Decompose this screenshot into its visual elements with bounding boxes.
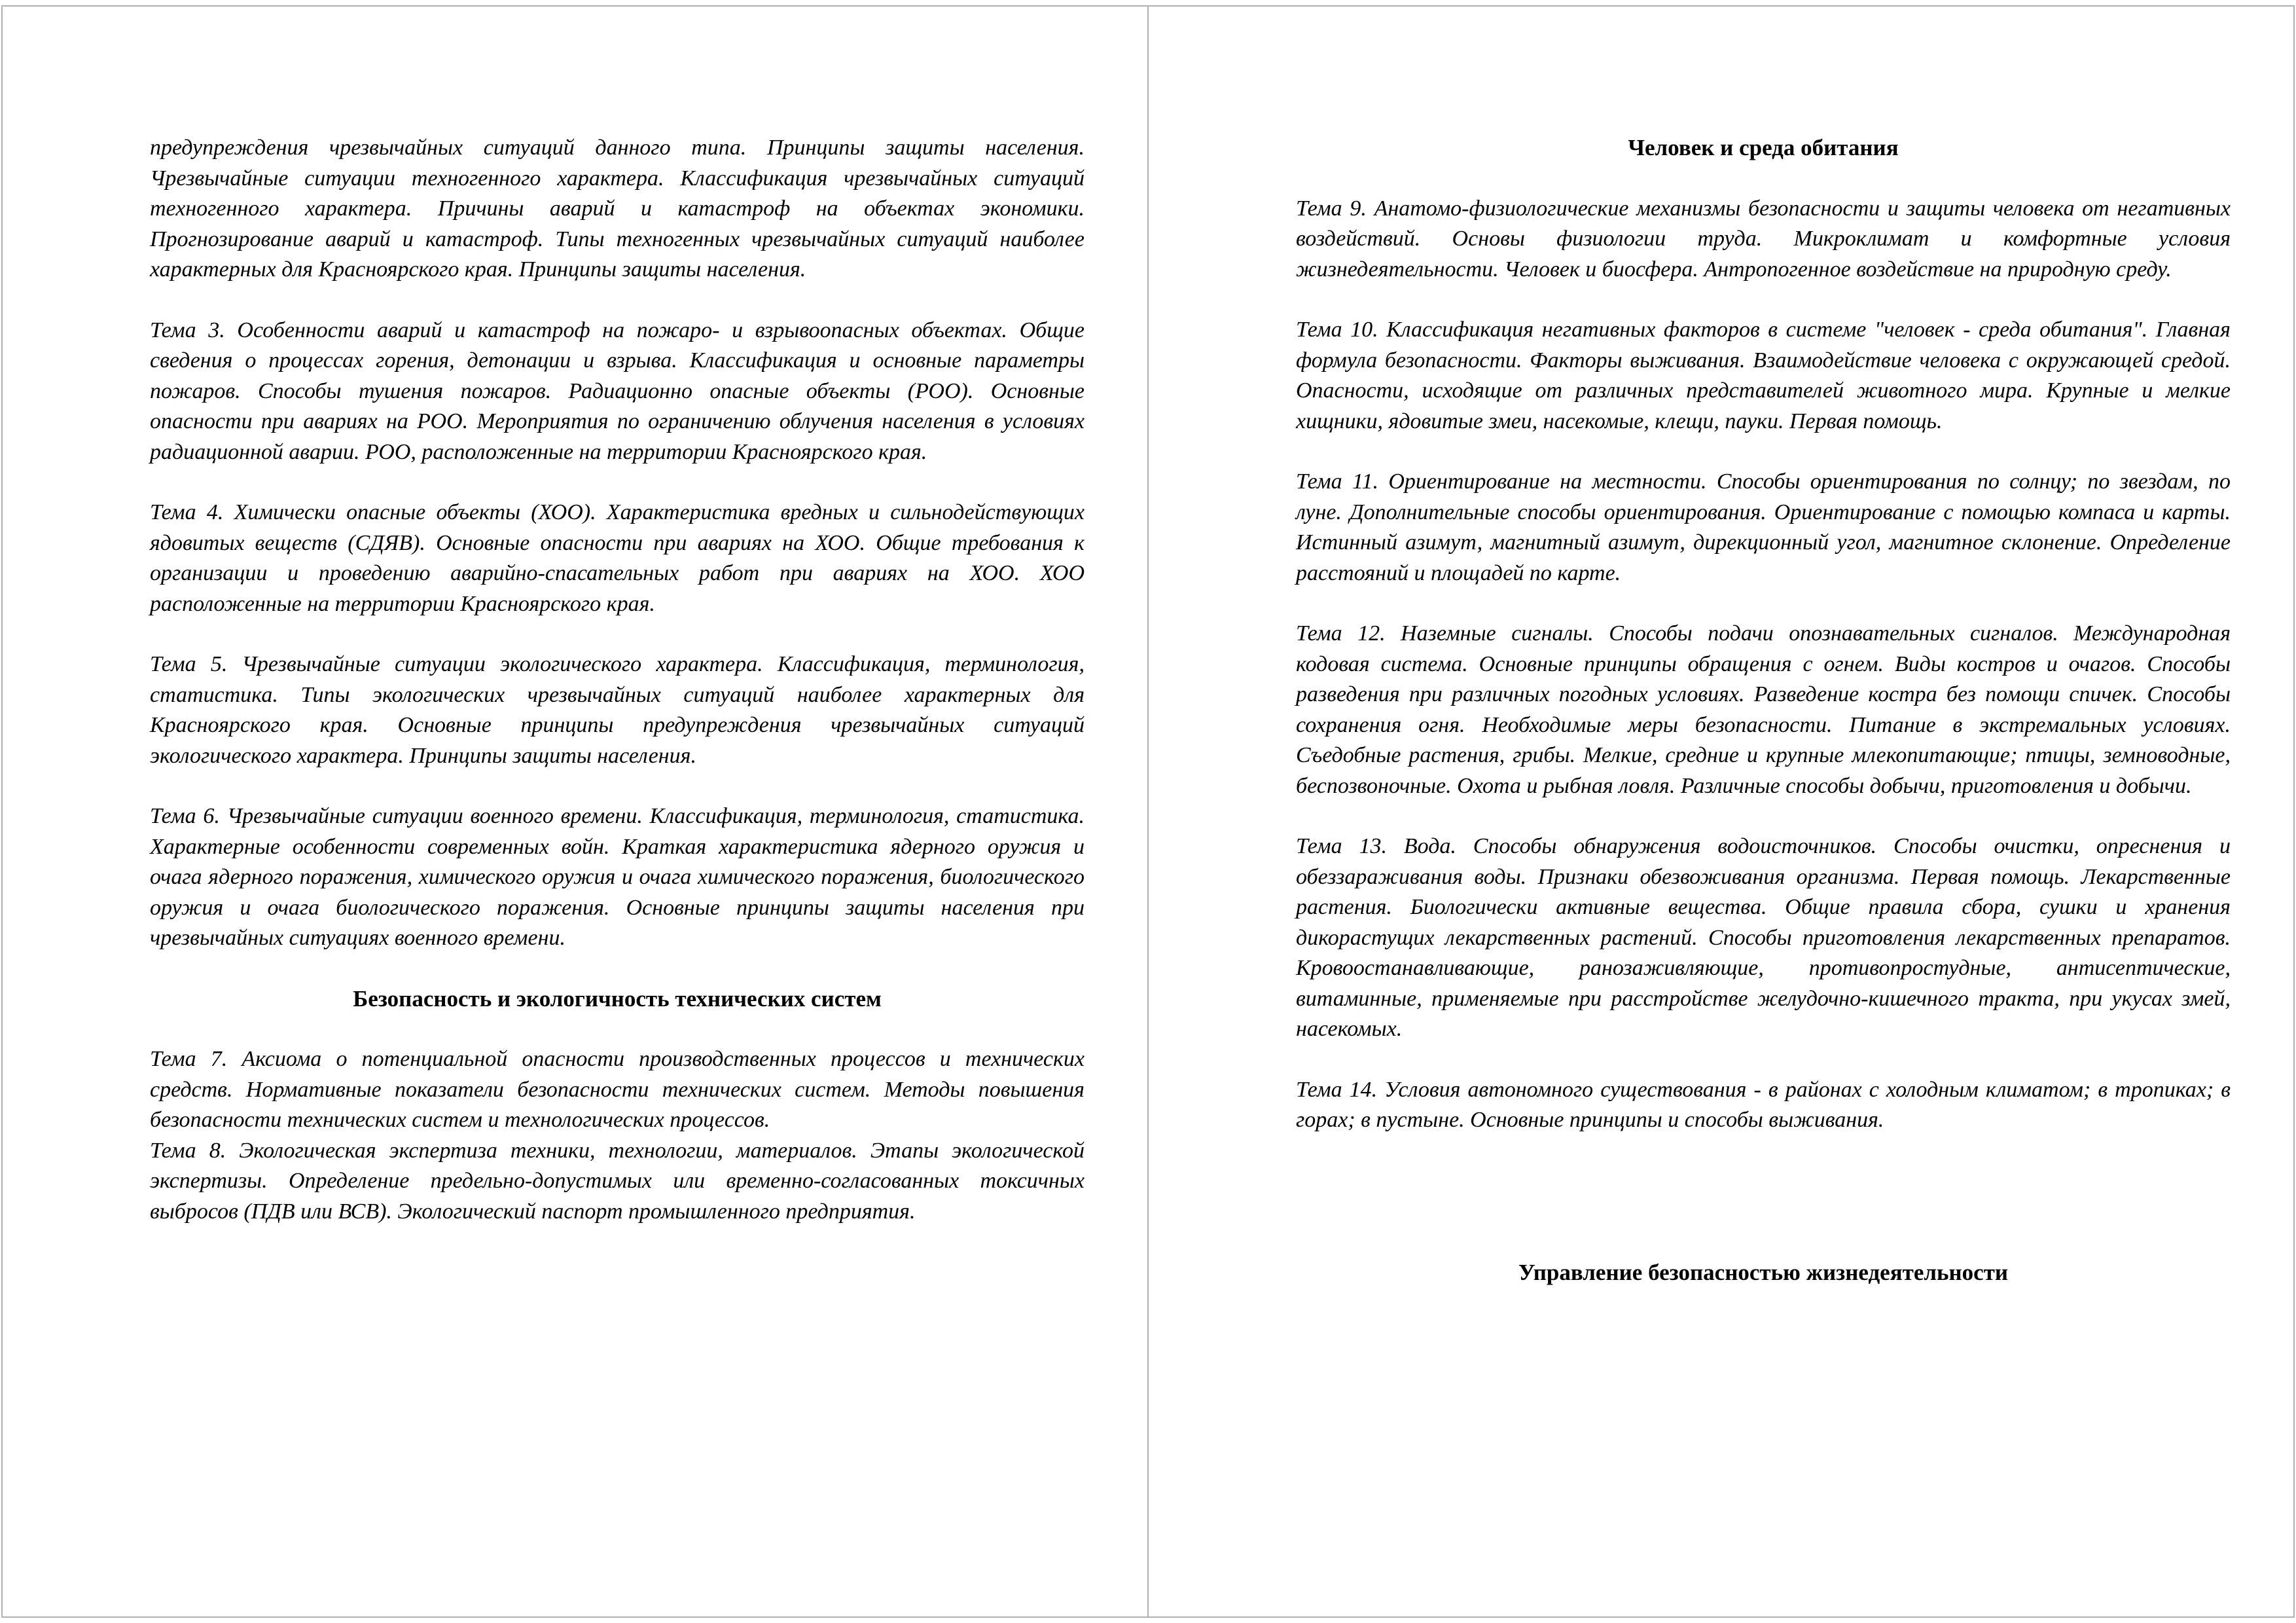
section-heading-technical-systems: Безопасность и экологичность технических систем — [353, 985, 882, 1012]
right-page — [1147, 5, 2295, 1618]
paragraph-topic-7: Тема 7. Аксиома о потенциальной опасности производственных процессов и технических средств. Нормативные показатели безопасности технических систем. Методы повышения безопасности технических систем и технологических процессов. — [150, 1047, 1085, 1132]
paragraph-topic-4: Тема 4. Химически опасные объекты (ХОО). Характеристика вредных и сильнодействующих ядовитых веществ (СДЯВ). Основные опасности при авариях на ХОО. Общие требования к организации и проведению аварийно-спасательных работ при авариях на ХОО. ХОО расположенные на территории Красноярского края. — [150, 500, 1085, 616]
paragraph-topic-14: Тема 14. Условия автономного существования - в районах с холодным климатом; в тропиках; в горах; в пустыне. Основные принципы и способы выживания. — [1296, 1077, 2231, 1132]
section-heading-human-environment: Человек и среда обитания — [1628, 135, 1899, 160]
paragraph-topic-2-continuation: предупреждения чрезвычайных ситуаций данного типа. Принципы защиты населения. Чрезвычайные ситуации техногенного характера. Классификация чрезвычайных ситуаций техногенного характера. Причины аварий и катастроф на объектах экономики. Прогнозирование аварий и катастроф. Типы техногенных чрезвычайных ситуаций наиболее характерных для Красноярского края. Принципы защиты населения. — [150, 136, 1085, 282]
paragraph-topic-13: Тема 13. Вода. Способы обнаружения водоисточников. Способы очистки, опреснения и обеззараживания воды. Признаки обезвоживания организма. Первая помощь. Лекарственные растения. Биологически активные вещества. Общие правила сбора, сушки и хранения дикорастущих лекарственных растений. Способы приготовления лекарственных препаратов. Кровоостанавливающие, ранозаживляющие, противопростудные, антисептические, витаминные, применяемые при расстройстве желудочно-кишечного тракта, при укусах змей, насекомых. — [1296, 834, 2231, 1041]
paragraph-topic-5: Тема 5. Чрезвычайные ситуации экологического характера. Классификация, терминология, статистика. Типы экологических чрезвычайных ситуаций наиболее характерных для Красноярского края. Основные принципы предупреждения чрезвычайных ситуаций экологического характера. Принципы защиты населения. — [150, 652, 1085, 768]
left-page — [1, 5, 1149, 1618]
paragraph-topic-3: Тема 3. Особенности аварий и катастроф на пожаро- и взрывоопасных объектах. Общие сведения о процессах горения, детонации и взрыва. Классификация и основные параметры пожаров. Способы тушения пожаров. Радиационно опасные объекты (РОО). Основные опасности при авариях на РОО. Мероприятия по ограничению облучения населения в условиях радиационной аварии. РОО, расположенные на территории Красноярского края. — [150, 318, 1085, 464]
paragraph-topic-8: Тема 8. Экологическая экспертиза техники, технологии, материалов. Этапы экологической экспертизы. Определение предельно-допустимых или временно-согласованных токсичных выбросов (ПДВ или ВСВ). Экологический паспорт промышленного предприятия. — [150, 1138, 1085, 1224]
left-page-text-column — [150, 133, 1085, 1227]
section-heading-safety-management: Управление безопасностью жизнедеятельности — [1518, 1259, 2009, 1285]
vertical-spacer — [1296, 1136, 2231, 1258]
right-page-text-column — [1296, 133, 2231, 1318]
paragraph-topic-6: Тема 6. Чрезвычайные ситуации военного времени. Классификация, терминология, статистика. Характерные особенности современных войн. Краткая характеристика ядерного оружия и очага ядерного поражения, химического оружия и очага химического поражения, биологического оружия и очага биологического поражения. Основные принципы защиты населения при чрезвычайных ситуациях военного времени. — [150, 804, 1085, 950]
paragraph-topic-9: Тема 9. Анатомо-физиологические механизмы безопасности и защиты человека от негативных воздействий. Основы физиологии труда. Микроклимат и комфортные условия жизнедеятельности. Человек и биосфера. Антропогенное воздействие на природную среду. — [1296, 196, 2231, 282]
paragraph-topic-10: Тема 10. Классификация негативных факторов в системе "человек - среда обитания". Главная формула безопасности. Факторы выживания. Взаимодействие человека с окружающей средой. Опасности, исходящие от различных представителей животного мира. Крупные и мелкие хищники, ядовитые змеи, насекомые, клещи, пауки. Первая помощь. — [1296, 318, 2231, 433]
paragraph-topic-12: Тема 12. Наземные сигналы. Способы подачи опознавательных сигналов. Международная кодовая система. Основные принципы обращения с огнем. Виды костров и очагов. Способы разведения при различных погодных условиях. Разведение костра без помощи спичек. Способы сохранения огня. Необходимые меры безопасности. Питание в экстремальных условиях. Съедобные растения, грибы. Мелкие, средние и крупные млекопитающие; птицы, земноводные, беспозвоночные. Охота и рыбная ловля. Различные способы добычи, приготовления и добычи. — [1296, 621, 2231, 798]
paragraph-topic-11: Тема 11. Ориентирование на местности. Способы ориентирования по солнцу; по звездам, по луне. Дополнительные способы ориентирования. Ориентирование с помощью компаса и карты. Истинный азимут, магнитный азимут, дирекционный угол, магнитное склонение. Определение расстояний и площадей по карте. — [1296, 469, 2231, 585]
